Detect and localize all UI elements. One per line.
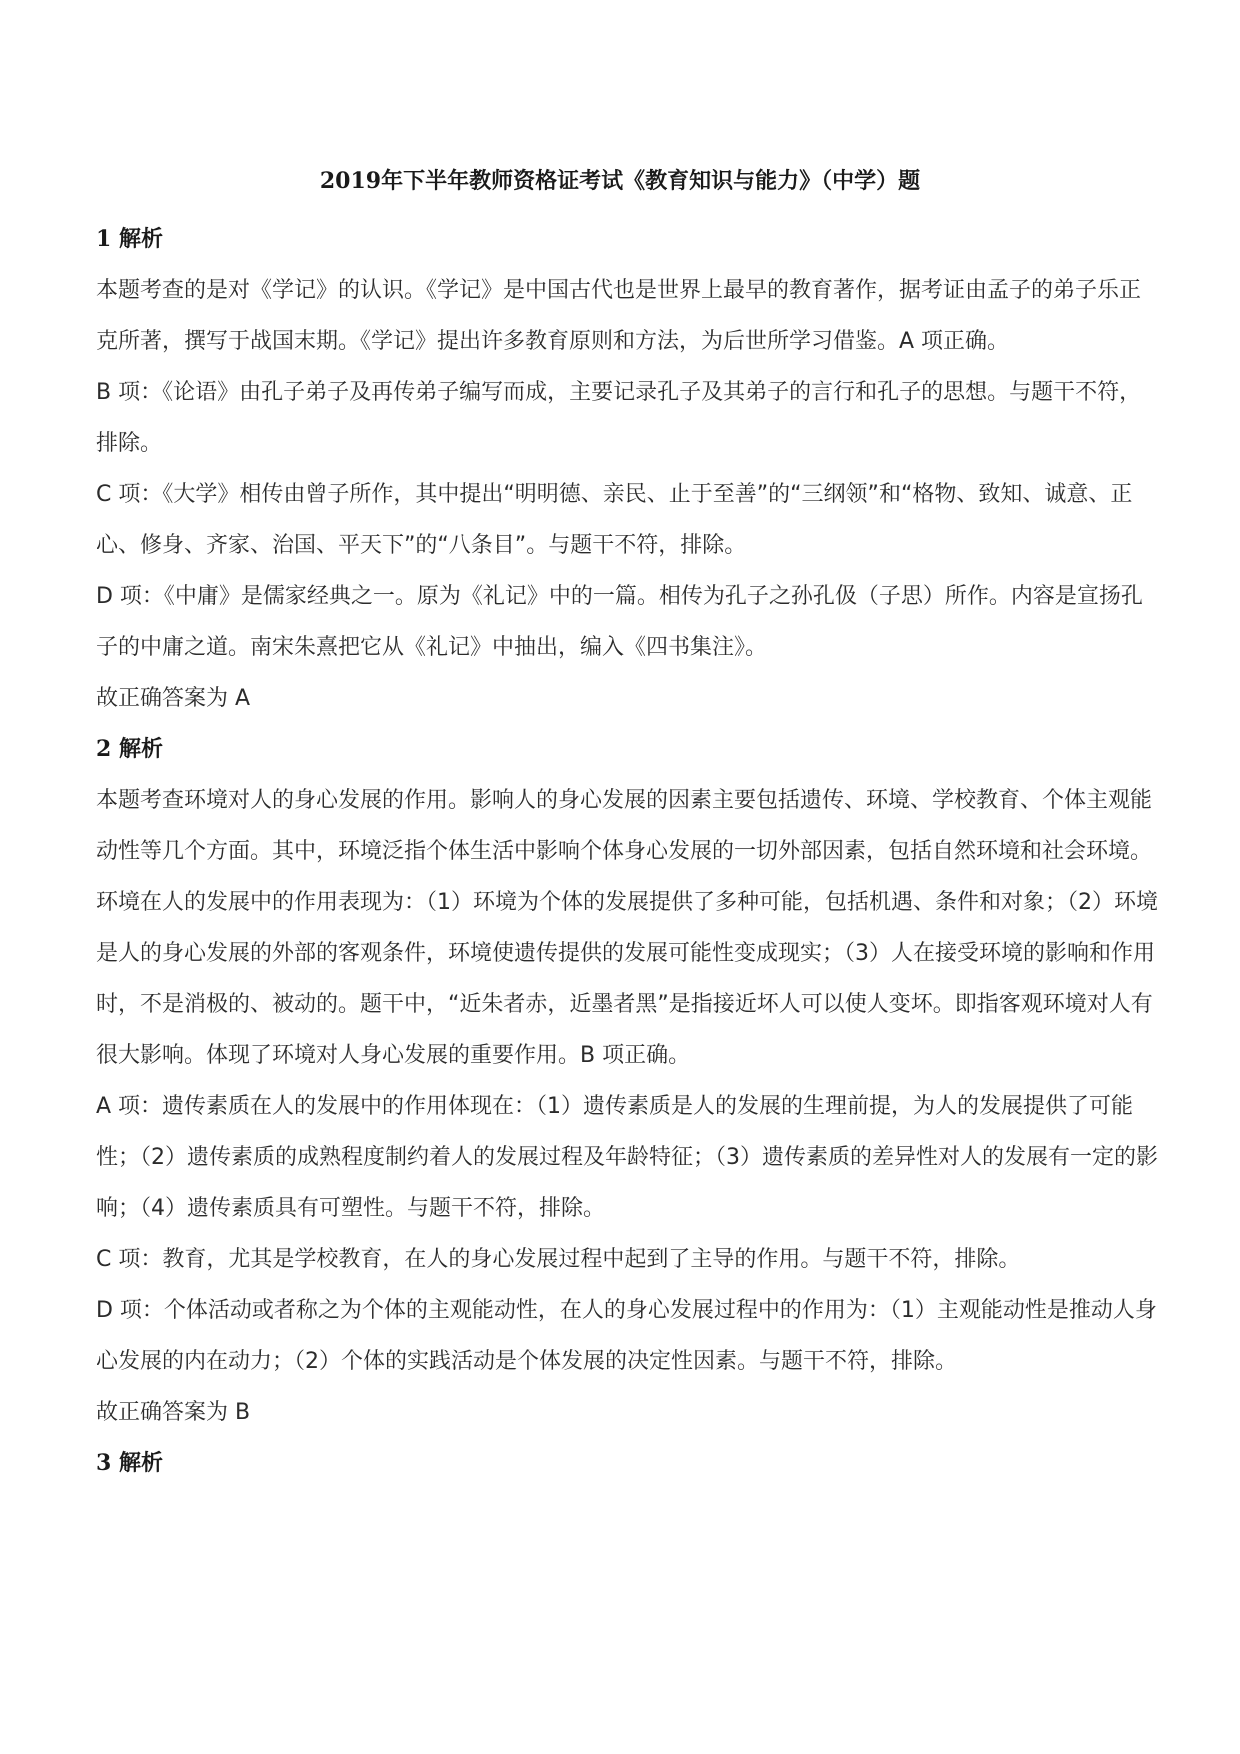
paragraph: 本题考查的是对《学记》的认识。《学记》是中国古代也是世界上最早的教育著作，据考证由孟子的弟子乐正克所著，撰写于战国末期。《学记》提出许多教育原则和方法，为后世所学习借鉴。A 项正确。 [96, 278, 1142, 354]
paragraph: 本题考查环境对人的身心发展的作用。影响人的身心发展的因素主要包括遗传、环境、学校教育、个体主观能动性等几个方面。其中，环境泛指个体生活中影响个体身心发展的一切外部因素，包括自然环境和社会环境。环境在人的发展中的作用表现为：（1）环境为个体的发展提供了多种可能，包括机遇、条件和对象；（2）环境是人的身心发展的外部的客观条件，环境使遗传提供的发展可能性变成现实；（3）人在接受环境的影响和作用时，不是消极的、被动的。题干中，“近朱者赤，近墨者黑”是指接近坏人可以使人变坏。即指客观环境对人有很大影响。体现了环境对人身心发展的重要作用。B 项正确。 [96, 788, 1158, 1068]
section-heading: 3 解析 [96, 1450, 163, 1476]
paragraph: D 项：个体活动或者称之为个体的主观能动性，在人的身心发展过程中的作用为：（1）主观能动性是推动人身心发展的内在动力；（2）个体的实践活动是个体发展的决定性因素。与题干不符，排除。 [96, 1298, 1157, 1374]
section-heading: 1 解析 [96, 226, 163, 252]
document-body [96, 214, 1160, 1489]
section-heading: 2 解析 [96, 736, 163, 762]
paragraph: D 项：《中庸》是儒家经典之一。原为《礼记》中的一篇。相传为孔子之孙孔伋（子思）所作。内容是宣扬孔子的中庸之道。南宋朱熹把它从《礼记》中抽出，编入《四书集注》。 [96, 584, 1143, 660]
document-title: 2019年下半年教师资格证考试《教育知识与能力》（中学）题 [319, 168, 921, 194]
paragraph: A 项：遗传素质在人的发展中的作用体现在：（1）遗传素质是人的发展的生理前提，为人的发展提供了可能性；（2）遗传素质的成熟程度制约着人的发展过程及年龄特征；（3）遗传素质的差异性对人的发展有一定的影响；（4）遗传素质具有可塑性。与题干不符，排除。 [96, 1094, 1158, 1221]
paragraph: B 项：《论语》由孔子弟子及再传弟子编写而成，主要记录孔子及其弟子的言行和孔子的思想。与题干不符，排除。 [96, 380, 1142, 456]
paragraph: C 项：《大学》相传由曾子所作，其中提出“明明德、亲民、止于至善”的“三纲领”和“格物、致知、诚意、正心、修身、齐家、治国、平天下”的“八条目”。与题干不符，排除。 [96, 482, 1133, 558]
answer-line: 故正确答案为 A [96, 686, 251, 711]
answer-line: 故正确答案为 B [96, 1400, 251, 1425]
paragraph: C 项：教育，尤其是学校教育，在人的身心发展过程中起到了主导的作用。与题干不符，排除。 [96, 1247, 1021, 1272]
